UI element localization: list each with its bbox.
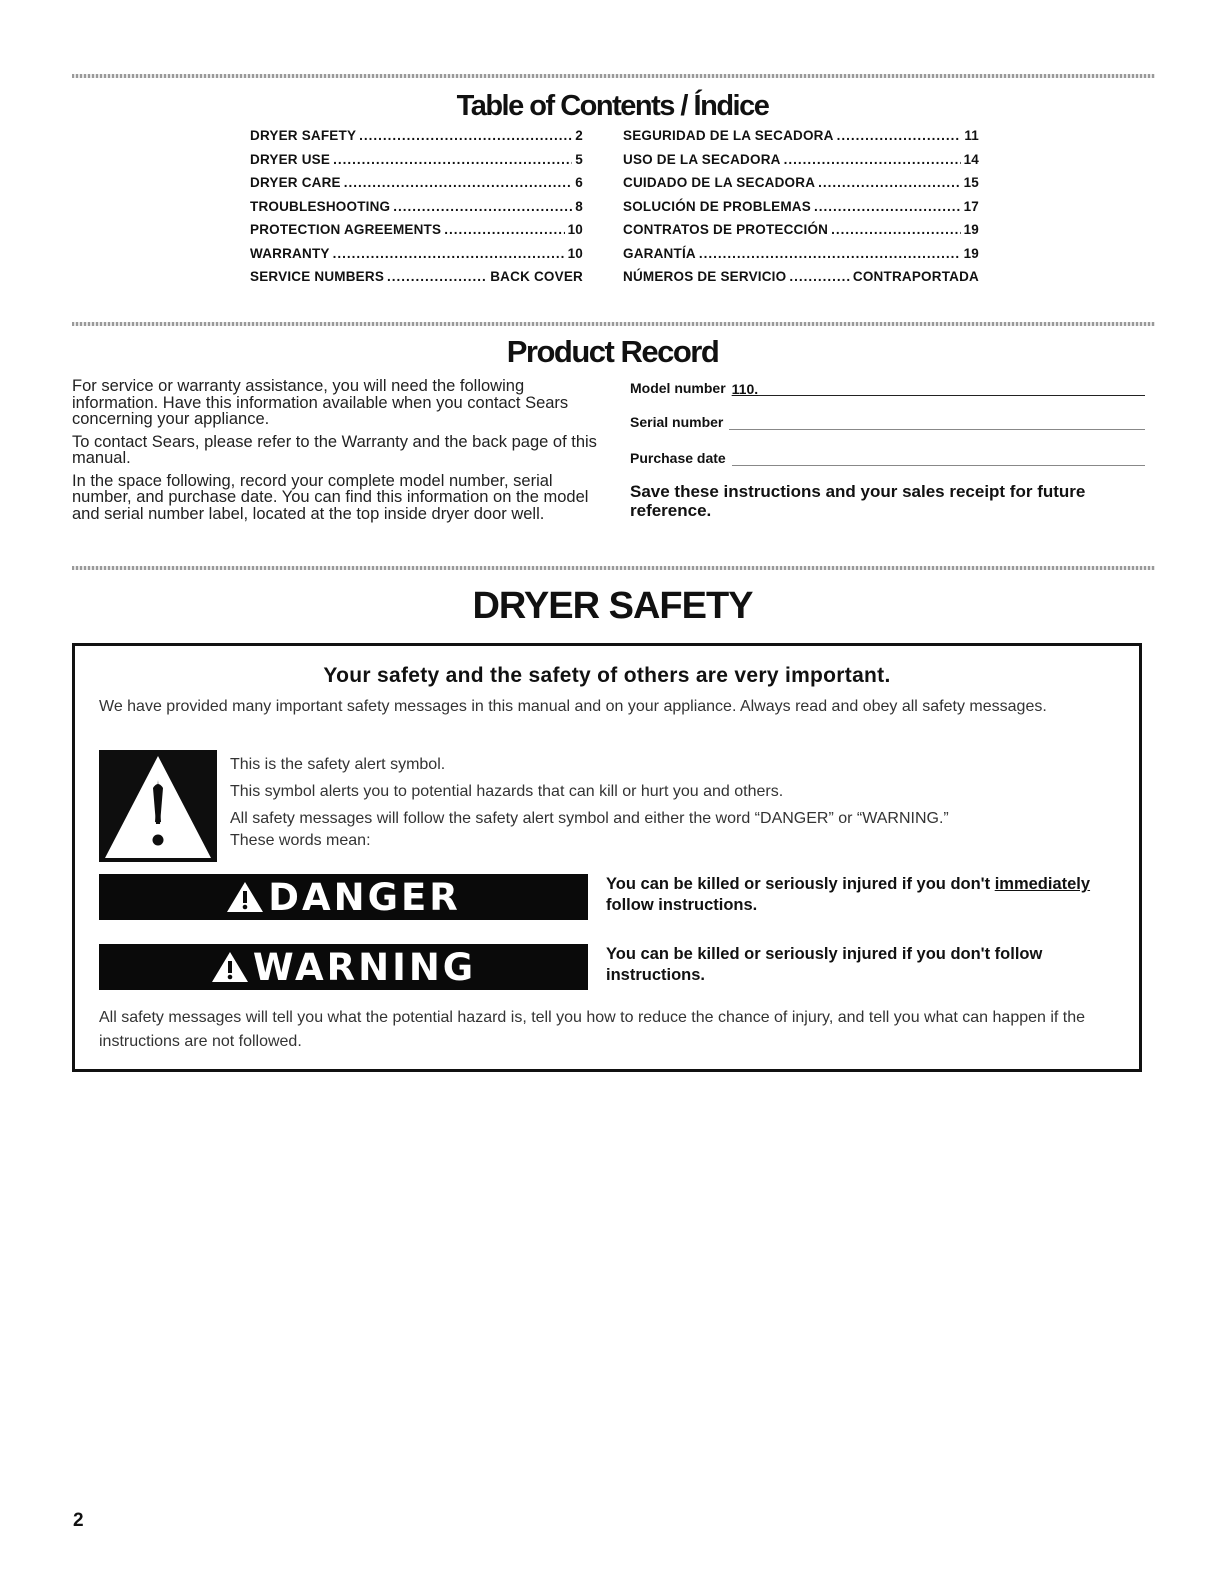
toc-entry-label: GARANTÍA	[623, 245, 696, 261]
toc-leader-dots	[333, 246, 565, 261]
safety-outro: All safety messages will tell you what the potential hazard is, tell you how to reduce the chance of injury, and tell you what can happen if the instructions are not followed.	[99, 1009, 1086, 1050]
purchase-date-label: Purchase date	[630, 450, 726, 466]
alert-triangle-icon	[226, 881, 264, 913]
toc-entry[interactable]	[623, 175, 979, 199]
divider-product-record	[72, 566, 1155, 570]
toc-entry-label: PROTECTION AGREEMENTS	[250, 222, 442, 237]
toc-entry[interactable]	[623, 199, 979, 223]
toc-entry[interactable]	[250, 222, 583, 246]
toc-entry-label: DRYER USE	[250, 151, 331, 167]
toc-leader-dots	[789, 269, 850, 284]
toc-entry-label: WARRANTY	[250, 245, 330, 261]
dryer-safety-title: DRYER SAFETY	[472, 585, 753, 627]
toc-entry-page: CONTRAPORTADA	[852, 269, 979, 284]
safety-intro: We have provided many important safety messages in this manual and on your appliance. Always read and obey all safety messages.	[99, 698, 1047, 715]
toc-entry-label: SEGURIDAD DE LA SECADORA	[623, 128, 834, 143]
toc-entry-page: BACK COVER	[490, 269, 583, 284]
toc-entry[interactable]	[250, 269, 583, 293]
toc-leader-dots	[387, 269, 487, 284]
model-number-value[interactable]: 110.	[732, 381, 1145, 396]
product-record-instructions	[72, 378, 597, 528]
toc-entry[interactable]	[250, 175, 583, 199]
danger-text-emphasis: immediately	[994, 875, 1091, 893]
product-record-para-1: For service or warranty assistance, you will need the following information. Have this information available when you contact Sears concerning your appliance.	[72, 377, 569, 428]
toc-entry[interactable]	[623, 152, 979, 176]
product-record-title: Product Record	[506, 334, 719, 369]
toc-entry-page: 10	[567, 245, 583, 261]
alert-line-2: This symbol alerts you to potential hazards that can kill or hurt you and others.	[230, 783, 784, 800]
toc-entry-page: 2	[575, 128, 583, 143]
toc-entry-page: 19	[963, 222, 979, 237]
toc-leader-dots	[359, 128, 572, 143]
danger-text-pre: You can be killed or seriously injured if you don't	[606, 875, 995, 893]
page-number: 2	[73, 1510, 84, 1531]
purchase-date-field[interactable]	[630, 450, 1145, 466]
safety-box	[72, 643, 1142, 1072]
toc-entry-page: 14	[963, 151, 979, 167]
safety-box-title: Your safety and the safety of others are very important.	[323, 664, 891, 687]
toc-entry-label: CUIDADO DE LA SECADORA	[623, 175, 816, 190]
toc-leader-dots	[444, 222, 564, 237]
model-number-field[interactable]	[630, 380, 1145, 396]
toc-entry[interactable]	[623, 269, 979, 293]
toc-entry-label: TROUBLESHOOTING	[250, 198, 391, 214]
toc-title: Table of Contents / Índice	[456, 90, 769, 122]
toc-entry[interactable]	[623, 128, 979, 152]
alert-line-4: These words mean:	[230, 832, 371, 849]
toc-entry-label: NÚMEROS DE SERVICIO	[623, 269, 787, 284]
product-record-para-2: To contact Sears, please refer to the Warranty and the back page of this manual.	[72, 432, 597, 467]
product-record-para-3: In the space following, record your complete model number, serial number, and purchase date. You can find this information on the model and serial number label, located at the top inside dryer door well.	[72, 471, 589, 523]
purchase-date-line[interactable]	[732, 451, 1145, 466]
toc-entry-label: SERVICE NUMBERS	[250, 269, 385, 284]
toc-entry-page: 6	[575, 175, 583, 190]
serial-number-field[interactable]	[630, 414, 1145, 430]
toc-entry-label: DRYER SAFETY	[250, 128, 357, 143]
danger-signal-banner	[99, 874, 588, 920]
toc-entry[interactable]	[250, 246, 583, 270]
toc-leader-dots	[784, 152, 961, 167]
model-number-label: Model number	[630, 380, 726, 396]
toc-entry-label: USO DE LA SECADORA	[623, 151, 781, 167]
alert-triangle-icon	[211, 951, 249, 983]
toc-entry-label: DRYER CARE	[250, 175, 341, 190]
divider-top	[72, 74, 1155, 78]
toc-entry[interactable]	[250, 152, 583, 176]
toc-entry-page: 15	[963, 175, 979, 190]
toc-entry-page: 17	[963, 198, 979, 214]
danger-label: DANGER	[268, 875, 461, 919]
warning-signal-banner	[99, 944, 588, 990]
toc-leader-dots	[393, 199, 572, 214]
toc-entry-page: 19	[963, 245, 979, 261]
alert-line-1: This is the safety alert symbol.	[230, 756, 446, 773]
toc-leader-dots	[831, 222, 960, 237]
toc-entry[interactable]	[250, 128, 583, 152]
toc-entry-page: 10	[567, 222, 583, 237]
danger-text-post: follow instructions.	[606, 896, 758, 914]
toc-entry[interactable]	[623, 222, 979, 246]
toc-entry-label: SOLUCIÓN DE PROBLEMAS	[623, 198, 811, 214]
toc-leader-dots	[344, 175, 573, 190]
toc-leader-dots	[818, 175, 960, 190]
toc-entry-label: CONTRATOS DE PROTECCIÓN	[623, 222, 829, 237]
toc-entry-page: 8	[575, 198, 583, 214]
save-instructions-note: Save these instructions and your sales receipt for future reference.	[630, 482, 1086, 520]
warning-label: WARNING	[252, 945, 477, 989]
toc-leader-dots	[837, 128, 962, 143]
toc-entry-page: 11	[964, 128, 979, 143]
safety-alert-icon	[99, 750, 217, 862]
toc-leader-dots	[814, 199, 961, 214]
toc-entry-page: 5	[575, 151, 583, 167]
toc-leader-dots	[333, 152, 572, 167]
safety-alert-description	[230, 754, 1130, 857]
serial-number-label: Serial number	[630, 414, 724, 430]
serial-number-line[interactable]	[729, 415, 1145, 430]
warning-description: You can be killed or seriously injured if you don't follow instructions.	[606, 945, 1043, 984]
toc-entry[interactable]	[623, 246, 979, 270]
divider-toc	[72, 322, 1155, 326]
toc-spanish-column	[623, 128, 979, 293]
alert-line-3: All safety messages will follow the safety alert symbol and either the word “DANGER” or “WARNING.”	[230, 810, 949, 827]
toc-entry[interactable]	[250, 199, 583, 223]
toc-leader-dots	[699, 246, 961, 261]
toc-english-column	[250, 128, 583, 293]
danger-description	[606, 874, 1126, 916]
